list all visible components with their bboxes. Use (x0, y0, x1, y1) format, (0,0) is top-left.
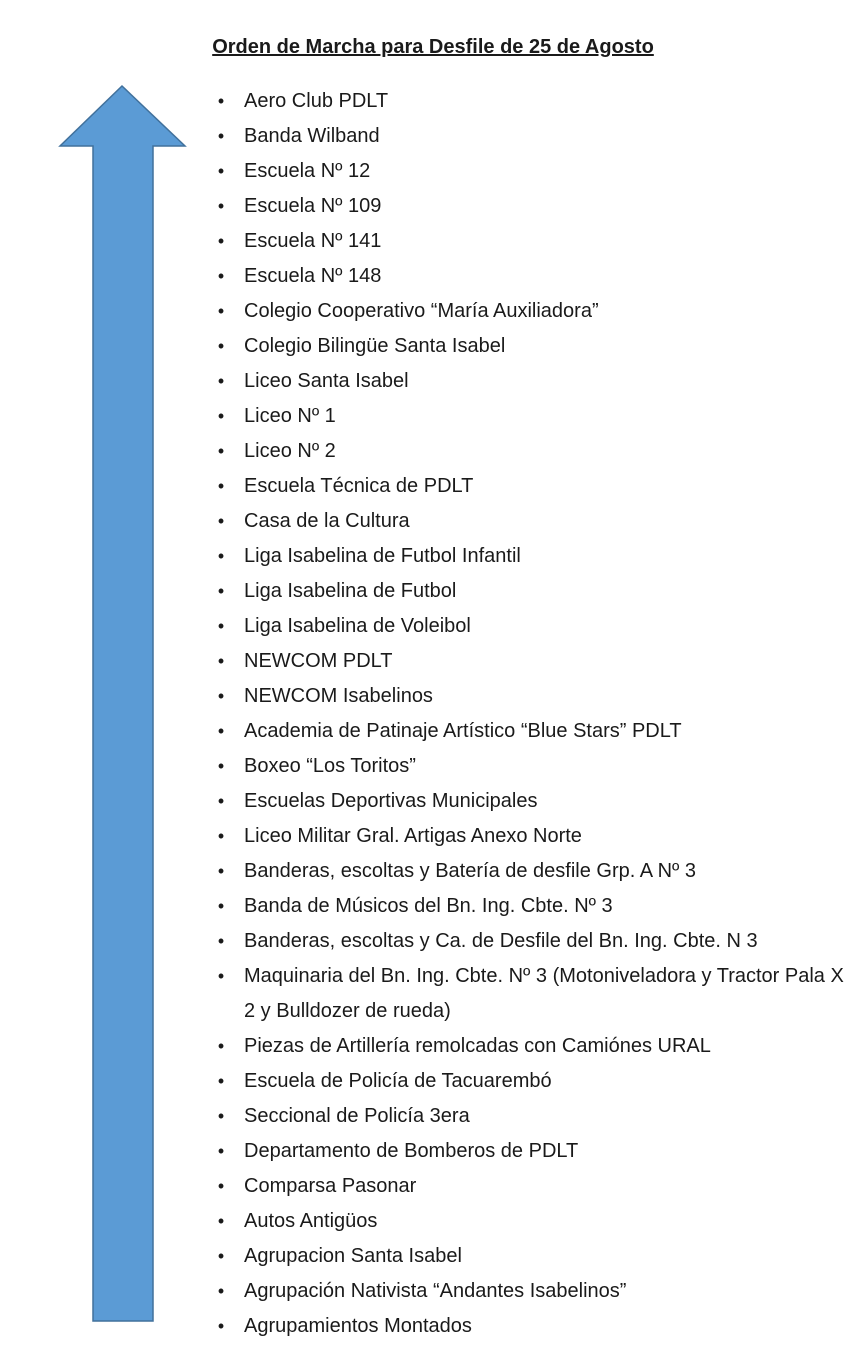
list-item-text: Liceo Santa Isabel (244, 370, 409, 392)
list-item-text: Liga Isabelina de Voleibol (244, 615, 471, 637)
list-item (214, 644, 854, 679)
list-item-text: Seccional de Policía 3era (244, 1105, 470, 1127)
list-item-text: Comparsa Pasonar (244, 1175, 417, 1197)
bullet-icon: • (217, 406, 225, 426)
list-item-text: NEWCOM Isabelinos (244, 685, 433, 707)
list-item (214, 1064, 854, 1099)
bullet-icon: • (217, 266, 225, 286)
list-item (214, 574, 854, 609)
bullet-icon: • (217, 1246, 225, 1266)
bullet-icon: • (217, 861, 225, 881)
list-item (214, 1099, 854, 1134)
bullet-icon: • (217, 966, 225, 986)
list-item (214, 434, 854, 469)
bullet-icon: • (217, 1106, 225, 1126)
list-item (214, 259, 854, 294)
bullet-icon: • (217, 651, 225, 671)
list-item (214, 539, 854, 574)
bullet-icon: • (217, 581, 225, 601)
list-item-text: Maquinaria del Bn. Ing. Cbte. Nº 3 (Motoniveladora y Tractor Pala X 2 y Bulldozer de rueda) (244, 965, 844, 1022)
bullet-icon: • (217, 161, 225, 181)
list-item-text: Boxeo “Los Toritos” (244, 755, 416, 777)
list-item-text: Autos Antigüos (244, 1210, 378, 1232)
bullet-icon: • (217, 1036, 225, 1056)
list-item-text: NEWCOM PDLT (244, 650, 393, 672)
list-item (214, 819, 854, 854)
bullet-icon: • (217, 756, 225, 776)
list-item-text: Piezas de Artillería remolcadas con Camiónes URAL (244, 1035, 711, 1057)
list-item (214, 959, 854, 1029)
bullet-icon: • (217, 826, 225, 846)
bullet-icon: • (217, 476, 225, 496)
list-item (214, 1204, 854, 1239)
list-item (214, 714, 854, 749)
list-item-text: Liga Isabelina de Futbol Infantil (244, 545, 521, 567)
list-item-text: Liceo Militar Gral. Artigas Anexo Norte (244, 825, 582, 847)
list-item-text: Escuela Nº 109 (244, 195, 382, 217)
bullet-icon: • (217, 441, 225, 461)
list-item (214, 329, 854, 364)
bullet-icon: • (217, 1176, 225, 1196)
bullet-icon: • (217, 1316, 225, 1336)
up-arrow-icon (58, 84, 188, 1324)
list-item-text: Liga Isabelina de Futbol (244, 580, 457, 602)
list-item-text: Departamento de Bomberos de PDLT (244, 1140, 579, 1162)
list-item (214, 679, 854, 714)
bullet-icon: • (217, 1281, 225, 1301)
list-item (214, 1274, 854, 1309)
list-item-text: Escuelas Deportivas Municipales (244, 790, 538, 812)
list-item-text: Banda Wilband (244, 125, 380, 147)
bullet-icon: • (217, 91, 225, 111)
list-item (214, 1239, 854, 1274)
list-item (214, 224, 854, 259)
bullet-icon: • (217, 896, 225, 916)
list-item-text: Academia de Patinaje Artístico “Blue Stars” PDLT (244, 720, 682, 742)
list-item-text: Agrupamientos Montados (244, 1315, 472, 1337)
list-item-text: Liceo Nº 2 (244, 440, 336, 462)
document-title: Orden de Marcha para Desfile de 25 de Agosto (212, 36, 654, 58)
bullet-icon: • (217, 686, 225, 706)
list-item-text: Escuela de Policía de Tacuarembó (244, 1070, 552, 1092)
list-item-text: Casa de la Cultura (244, 510, 410, 532)
list-item-text: Agrupacion Santa Isabel (244, 1245, 462, 1267)
list-item-text: Colegio Bilingüe Santa Isabel (244, 335, 506, 357)
list-item-text: Banda de Músicos del Bn. Ing. Cbte. Nº 3 (244, 895, 613, 917)
list-item-text: Escuela Nº 12 (244, 160, 371, 182)
list-item (214, 364, 854, 399)
bullet-icon: • (217, 511, 225, 531)
list-item (214, 84, 854, 119)
list-item (214, 1029, 854, 1064)
list-item (214, 154, 854, 189)
list-item (214, 469, 854, 504)
bullet-icon: • (217, 231, 225, 251)
list-item (214, 1309, 854, 1344)
bullet-icon: • (217, 546, 225, 566)
list-item (214, 609, 854, 644)
list-item (214, 189, 854, 224)
list-item-text: Colegio Cooperativo “María Auxiliadora” (244, 300, 599, 322)
list-item (214, 749, 854, 784)
list-item (214, 924, 854, 959)
bullet-icon: • (217, 721, 225, 741)
bullet-icon: • (217, 931, 225, 951)
list-item (214, 119, 854, 154)
bullet-icon: • (217, 1211, 225, 1231)
list-item-text: Aero Club PDLT (244, 90, 389, 112)
list-item-text: Escuela Nº 141 (244, 230, 382, 252)
bullet-icon: • (217, 791, 225, 811)
bullet-icon: • (217, 1141, 225, 1161)
list-item-text: Banderas, escoltas y Batería de desfile Grp. A Nº 3 (244, 860, 696, 882)
list-item (214, 854, 854, 889)
list-item-text: Banderas, escoltas y Ca. de Desfile del Bn. Ing. Cbte. N 3 (244, 930, 758, 952)
list-item-text: Escuela Técnica de PDLT (244, 475, 474, 497)
list-item (214, 504, 854, 539)
bullet-icon: • (217, 196, 225, 216)
list-item-text: Liceo Nº 1 (244, 405, 336, 427)
list-item-text: Escuela Nº 148 (244, 265, 382, 287)
bullet-icon: • (217, 126, 225, 146)
bullet-icon: • (217, 336, 225, 356)
list-item-text: Agrupación Nativista “Andantes Isabelinos” (244, 1280, 627, 1302)
march-order-list (214, 84, 854, 1344)
list-item (214, 784, 854, 819)
list-item (214, 399, 854, 434)
bullet-icon: • (217, 616, 225, 636)
bullet-icon: • (217, 371, 225, 391)
bullet-icon: • (217, 301, 225, 321)
list-item (214, 294, 854, 329)
list-item (214, 1134, 854, 1169)
bullet-icon: • (217, 1071, 225, 1091)
list-item (214, 1169, 854, 1204)
list-item (214, 889, 854, 924)
